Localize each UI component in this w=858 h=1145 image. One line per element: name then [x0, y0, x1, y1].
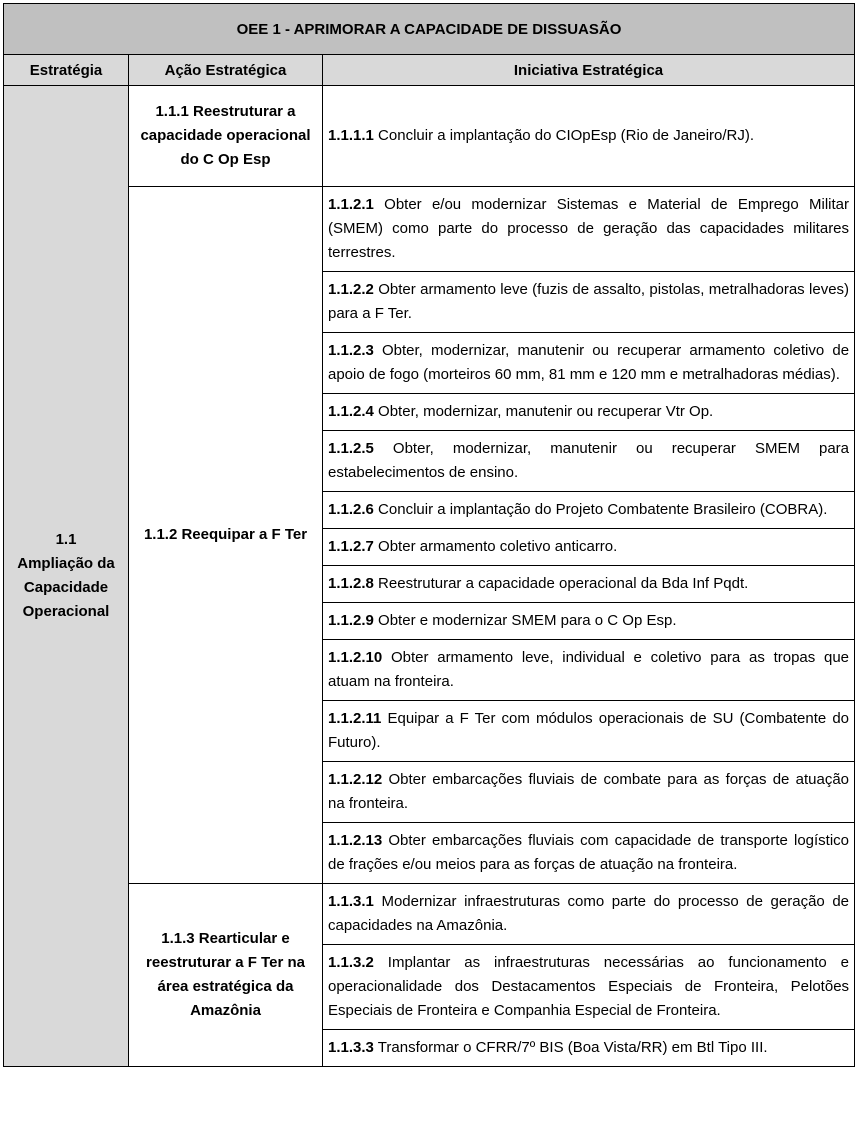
- strategy-code: 1.1: [55, 531, 77, 548]
- initiative-cell: [323, 431, 855, 492]
- strategy-name: Ampliação da Capacidade Operacional: [17, 555, 115, 620]
- header-estrategia: Estratégia: [4, 55, 129, 86]
- initiative-text: Obter embarcações fluviais de combate para as forças de atuação na fronteira.: [328, 771, 850, 812]
- initiative-text: Obter embarcações fluviais com capacidade de transporte logístico de frações e/ou meios para as forças de atuação na fronteira.: [328, 832, 850, 873]
- initiative-text: Obter, modernizar, manutenir ou recuperar SMEM para estabelecimentos de ensino.: [328, 440, 850, 481]
- strategy-table-container: [3, 3, 854, 1067]
- initiative-code: 1.1.2.10: [328, 649, 383, 666]
- initiative-cell: [323, 566, 855, 603]
- initiative-code: 1.1.2.13: [328, 832, 383, 849]
- table-row: [4, 86, 855, 187]
- initiative-cell: [323, 1030, 855, 1067]
- initiative-cell: [323, 701, 855, 762]
- initiative-text: Obter armamento coletivo anticarro.: [378, 538, 618, 555]
- action-cell: 1.1.1 Reestruturar a capacidade operacional do C Op Esp: [129, 86, 323, 187]
- initiative-cell: [323, 187, 855, 272]
- initiative-text: Obter e/ou modernizar Sistemas e Material de Emprego Militar (SMEM) como parte do processo de geração das capacidades militares terrestres.: [328, 196, 850, 261]
- initiative-code: 1.1.2.6: [328, 501, 374, 518]
- initiative-code: 1.1.2.2: [328, 281, 374, 298]
- initiative-cell: [323, 333, 855, 394]
- initiative-code: 1.1.3.2: [328, 954, 374, 971]
- initiative-cell: [323, 529, 855, 566]
- initiative-text: Implantar as infraestruturas necessárias ao funcionamento e operacionalidade dos Destacamentos Especiais de Fronteira, Pelotões Especiais de Fronteira e Companhia Especial de Fronteira.: [328, 954, 850, 1019]
- initiative-text: Obter armamento leve, individual e coletivo para as tropas que atuam na fronteira.: [328, 649, 850, 690]
- initiative-text: Equipar a F Ter com módulos operacionais de SU (Combatente do Futuro).: [328, 710, 850, 751]
- initiative-cell: [323, 823, 855, 884]
- initiative-text: Reestruturar a capacidade operacional da Bda Inf Pqdt.: [378, 575, 749, 592]
- initiative-code: 1.1.1.1: [328, 127, 374, 144]
- header-acao-estrategica: Ação Estratégica: [129, 55, 323, 86]
- initiative-code: 1.1.2.9: [328, 612, 374, 629]
- initiative-cell: [323, 492, 855, 529]
- initiative-code: 1.1.2.12: [328, 771, 383, 788]
- initiative-code: 1.1.2.4: [328, 403, 374, 420]
- initiative-text: Obter, modernizar, manutenir ou recuperar armamento coletivo de apoio de fogo (morteiros 60 mm, 81 mm e 120 mm e metralhadoras médias).: [328, 342, 850, 383]
- initiative-cell: [323, 86, 855, 187]
- initiative-text: Concluir a implantação do Projeto Combatente Brasileiro (COBRA).: [378, 501, 828, 518]
- initiative-text: Obter e modernizar SMEM para o C Op Esp.: [378, 612, 677, 629]
- initiative-code: 1.1.3.3: [328, 1039, 374, 1056]
- initiative-cell: [323, 762, 855, 823]
- action-cell: 1.1.2 Reequipar a F Ter: [129, 187, 323, 884]
- initiative-cell: [323, 945, 855, 1030]
- initiative-code: 1.1.2.7: [328, 538, 374, 555]
- initiative-cell: [323, 640, 855, 701]
- strategy-table: [3, 3, 855, 1067]
- initiative-code: 1.1.2.3: [328, 342, 374, 359]
- initiative-code: 1.1.2.1: [328, 196, 374, 213]
- initiative-text: Obter armamento leve (fuzis de assalto, pistolas, metralhadoras leves) para a F Ter.: [328, 281, 850, 322]
- initiative-code: 1.1.2.5: [328, 440, 374, 457]
- initiative-text: Transformar o CFRR/7º BIS (Boa Vista/RR) em Btl Tipo III.: [377, 1039, 768, 1056]
- initiative-cell: [323, 394, 855, 431]
- initiative-code: 1.1.3.1: [328, 893, 374, 910]
- table-row: [4, 187, 855, 272]
- initiative-cell: [323, 884, 855, 945]
- header-iniciativa-estrategica: Iniciativa Estratégica: [323, 55, 855, 86]
- initiative-code: 1.1.2.8: [328, 575, 374, 592]
- table-title: OEE 1 - APRIMORAR A CAPACIDADE DE DISSUASÃO: [4, 4, 855, 55]
- initiative-text: Obter, modernizar, manutenir ou recuperar Vtr Op.: [378, 403, 714, 420]
- initiative-cell: [323, 603, 855, 640]
- initiative-text: Concluir a implantação do CIOpEsp (Rio de Janeiro/RJ).: [378, 127, 755, 144]
- strategy-cell: [4, 86, 129, 1067]
- initiative-cell: [323, 272, 855, 333]
- initiative-text: Modernizar infraestruturas como parte do processo de geração de capacidades na Amazônia.: [328, 893, 850, 934]
- table-row: [4, 884, 855, 945]
- initiative-code: 1.1.2.11: [328, 710, 382, 727]
- action-cell: 1.1.3 Rearticular e reestruturar a F Ter na área estratégica da Amazônia: [129, 884, 323, 1067]
